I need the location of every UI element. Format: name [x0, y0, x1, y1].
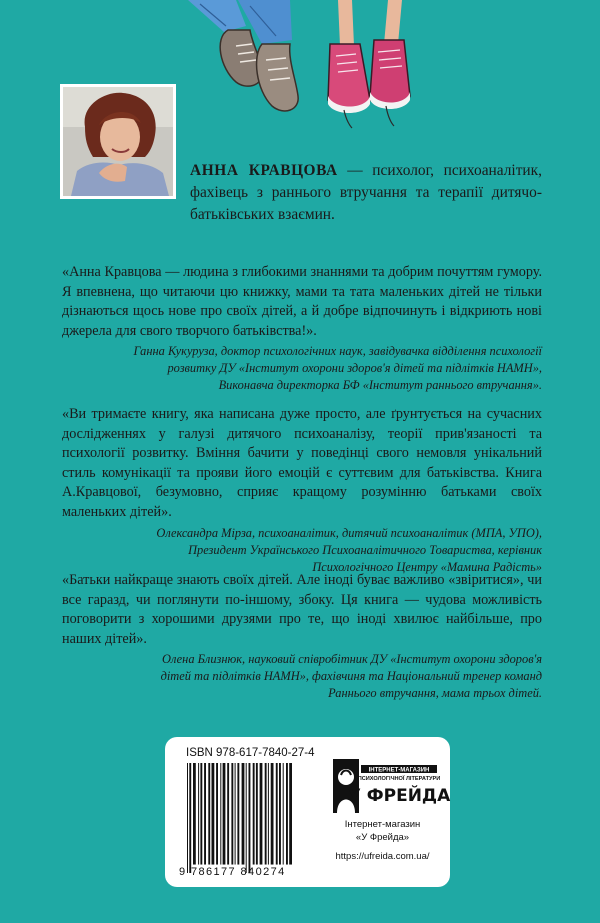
testimonial-attribution — [62, 525, 542, 576]
testimonial-2 — [62, 405, 542, 576]
testimonial-attribution — [62, 343, 542, 394]
barcode-bar — [216, 763, 218, 865]
barcode-bar — [271, 763, 274, 865]
attribution-line: Президент Українського Психоаналітичного Товариства, керівник — [188, 542, 542, 557]
barcode-bar — [260, 763, 263, 865]
author-photo — [60, 84, 176, 199]
barcode-bar — [231, 763, 233, 865]
barcode-bar — [198, 763, 199, 865]
barcode-bar — [220, 763, 221, 865]
barcode-bar — [256, 763, 258, 865]
barcode-card — [165, 737, 450, 887]
barcode-bar — [249, 763, 251, 873]
author-bio-text: — психолог, психоаналітик, фахівець з раннього втручання та терапії дитячо-батьківських взаємин. — [190, 162, 542, 223]
barcode-bar — [242, 763, 245, 865]
barcode-bar — [227, 763, 229, 865]
attribution-line: Ганна Кукуруза, доктор психологічних наук, завідувачка відділення психології — [133, 344, 542, 359]
barcode-bar — [212, 763, 215, 865]
svg-text:У ФРЕЙДА: У ФРЕЙДА — [347, 786, 451, 806]
testimonial-3 — [62, 571, 542, 702]
barcode-bar — [265, 763, 267, 865]
isbn-barcode — [185, 763, 297, 873]
attribution-line: Олександра Мірза, психоаналітик, дитячий психоаналітик (МПА, УПО), — [156, 525, 542, 540]
shop-url-link[interactable]: https://ufreida.com.ua/ — [335, 851, 430, 862]
barcode-bar — [223, 763, 226, 865]
attribution-line: дітей та підлітків НАМН», фахівчиня та Національний тренер команд — [160, 669, 542, 684]
barcode-bar — [208, 763, 210, 865]
barcode-bar — [283, 763, 284, 865]
isbn-label: ISBN 978-617-7840-27-4 — [186, 747, 315, 759]
attribution-line: Раннього втручання, мама трьох дітей. — [328, 686, 542, 701]
barcode-bar — [286, 763, 288, 865]
barcode-bar — [253, 763, 255, 865]
shop-line: Інтернет-магазин — [344, 819, 421, 830]
attribution-line: Олена Близнюк, науковий співробітник ДУ «Інститут охорони здоров'я — [162, 652, 542, 667]
attribution-line: Психологічного Центру «Мамина Радість» — [312, 559, 542, 574]
attribution-line: Виконавча директорка БФ «Інститут раннього втручання». — [218, 378, 542, 393]
testimonial-1 — [62, 263, 542, 394]
barcode-bar — [187, 763, 188, 873]
barcode-bar — [235, 763, 236, 865]
grey-sneakers-illustration — [220, 30, 298, 111]
barcode-bar — [268, 763, 269, 865]
barcode-bar — [276, 763, 278, 865]
barcode-bar — [189, 763, 191, 873]
attribution-line: розвитку ДУ «Інститут охорони здоров'я дітей та підлітків НАМН», — [167, 361, 542, 376]
author-name: АННА КРАВЦОВА — [190, 162, 338, 179]
shop-name — [325, 819, 440, 844]
testimonial-attribution — [62, 651, 542, 702]
barcode-bar — [200, 763, 202, 865]
barcode-bar — [289, 763, 292, 865]
svg-text:ІНТЕРНЕТ-МАГАЗИН: ІНТЕРНЕТ-МАГАЗИН — [368, 767, 430, 774]
barcode-bar — [193, 763, 196, 865]
barcode-bar — [237, 763, 239, 865]
testimonial-text: «Ви тримаєте книгу, яка написана дуже просто, але ґрунтується на сучасних дослідженнях у галузі дитячого психоаналізу, теорії прив'язаності та психології розвитку. Вміння бачити у поведінці свого немовля унікальний стиль комунікації та прояви його емоцій є суттєвим для батьківства. Книга А.Кравцової, безумовно, сприяє кращому розумінню батьками своїх маленьких дітей». — [62, 406, 542, 520]
svg-text:ПСИХОЛОГІЧНОЇ ЛІТЕРАТУРИ: ПСИХОЛОГІЧНОЇ ЛІТЕРАТУРИ — [357, 776, 441, 782]
testimonial-text: «Батьки найкраще знають своїх дітей. Але іноді буває важливо «звіритися», чи все гаразд, чи поглянути по-іншому, збоку. Ця книга — чудова можливість поговорити з хорошими друзями про те, що іноді хвилює найбільше, про наших дітей». — [62, 572, 542, 647]
barcode-bar — [246, 763, 247, 873]
barcode-digits: 9 786177 840274 — [179, 866, 286, 878]
publisher-logo — [333, 759, 451, 813]
shop-line: «У Фрейда» — [355, 831, 410, 843]
author-bio — [190, 160, 542, 226]
barcode-bar — [279, 763, 281, 865]
pink-sneakers-illustration — [328, 0, 410, 128]
testimonial-text: «Анна Кравцова — людина з глибокими знаннями та добрим почуттям гумору. Я впевнена, що читаючи цю книжку, мами та тата маленьких дітей не тільки дізнаються щось нове про своїх дітей, а й добре відпочинуть і відкриють нові джерела для свого творчого батьківства!». — [62, 264, 542, 339]
barcode-bar — [204, 763, 206, 865]
